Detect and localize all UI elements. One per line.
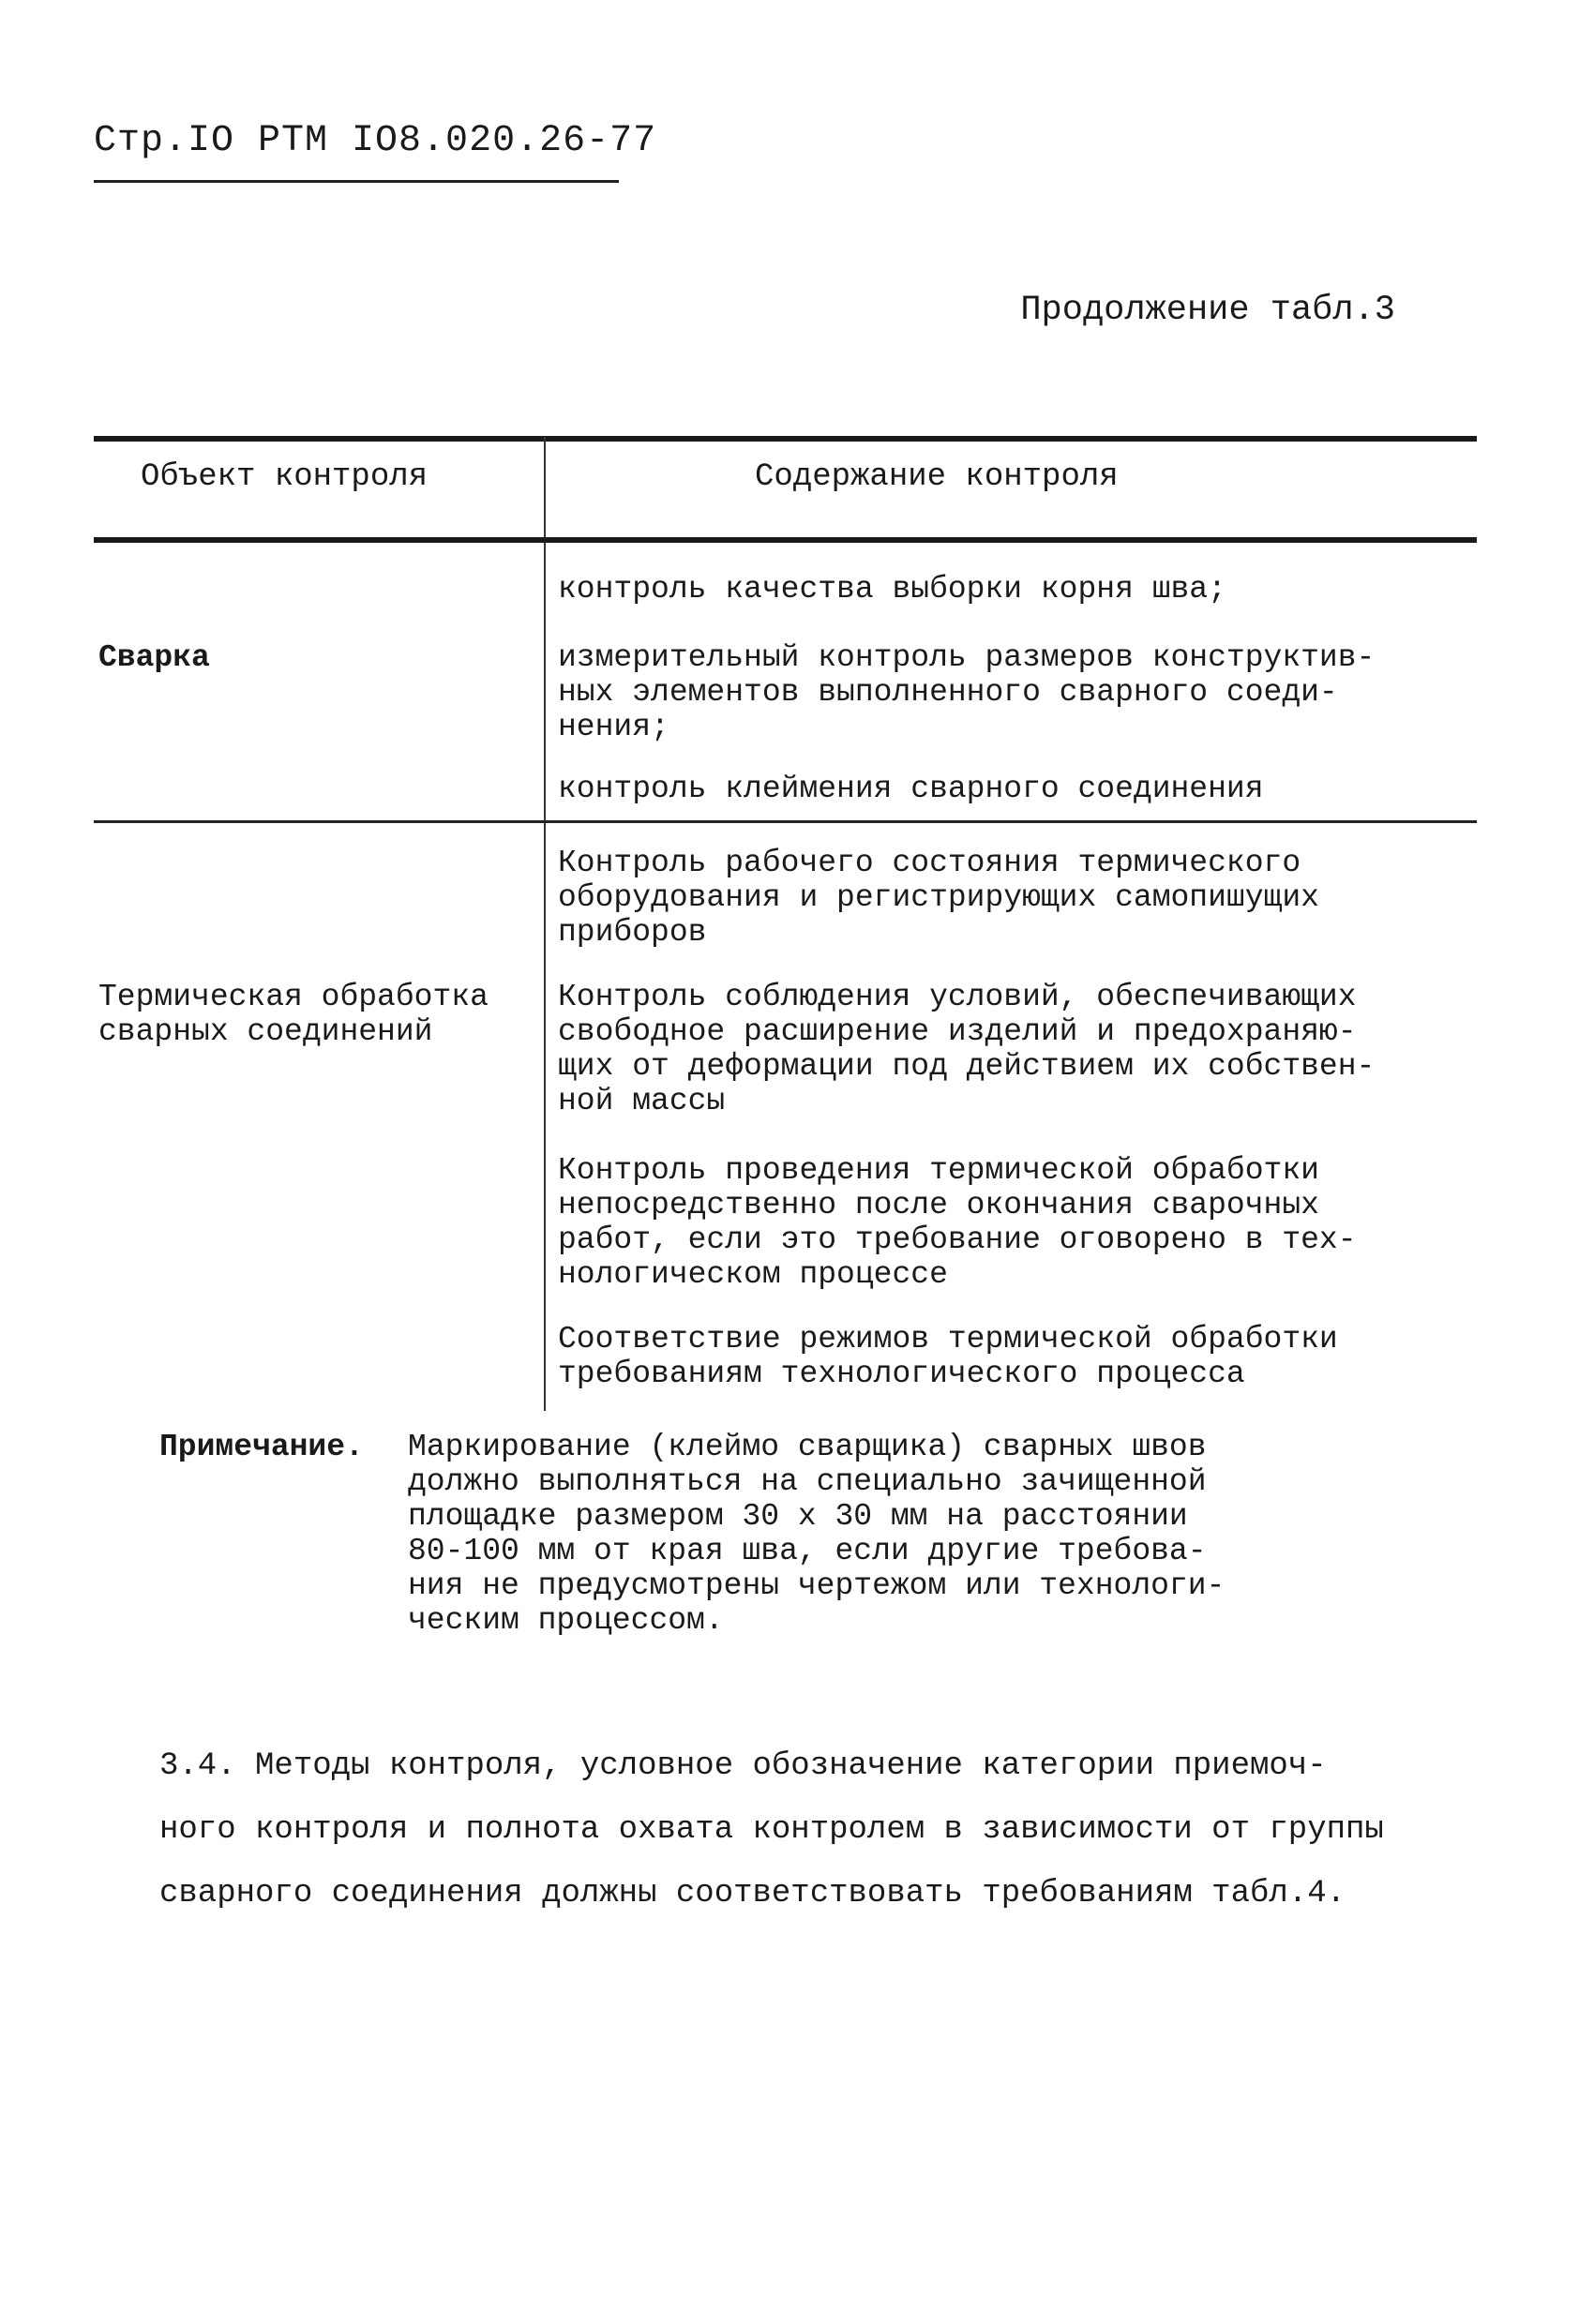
note-text: Маркирование (клеймо сварщика) сварных швов должно выполняться на специально зачищенной площадке размером 30 х 30 мм на расстоянии 80-100 мм от края шва, если другие требова- ния не предусмотрены чертежом или технологи- ческим процессом. [408, 1430, 1226, 1638]
column-divider [544, 436, 546, 1411]
table-cell: Контроль проведения термической обработки непосредственно после окончания сварочных работ, если это требование оговорено в тех- нологическом процессе [558, 1153, 1357, 1292]
table-cell: контроль качества выборки корня шва; [558, 572, 1226, 607]
column-header-object: Объект контроля [141, 459, 429, 495]
table-continuation-label: Продолжение табл.3 [1020, 291, 1395, 330]
note-label: Примечание. [159, 1430, 364, 1464]
column-header-content: Содержание контроля [755, 459, 1119, 495]
page-header: Стр.IO РТМ IO8.020.26-77 [94, 120, 657, 162]
table-cell: Контроль соблюдения условий, обеспечивающих свободное расширение изделий и предохраняю- щих от деформации под действием их собствен- ной массы [558, 980, 1376, 1118]
header-underline [94, 180, 619, 183]
section-paragraph: 3.4. Методы контроля, условное обозначение категории приемоч- ного контроля и полнота охвата контролем в зависимости от группы сварного соединения должны соответствовать требованиям табл.4. [159, 1748, 1384, 1912]
table-cell: контроль клеймения сварного соединения [558, 772, 1264, 806]
table-cell: Соответствие режимов термической обработки требованиям технологического процесса [558, 1322, 1338, 1391]
table-top-rule [94, 436, 1477, 442]
table-object-welding: Сварка [98, 640, 210, 675]
table-object-heat-treatment: Термическая обработка сварных соединений [98, 980, 489, 1049]
group-separator-rule [94, 820, 1477, 823]
table-cell: измерительный контроль размеров конструктив- ных элементов выполненного сварного соеди- нения; [558, 640, 1376, 744]
table-cell: Контроль рабочего состояния термического оборудования и регистрирующих самопишущих приборов [558, 846, 1319, 950]
header-bottom-rule [94, 537, 1477, 543]
